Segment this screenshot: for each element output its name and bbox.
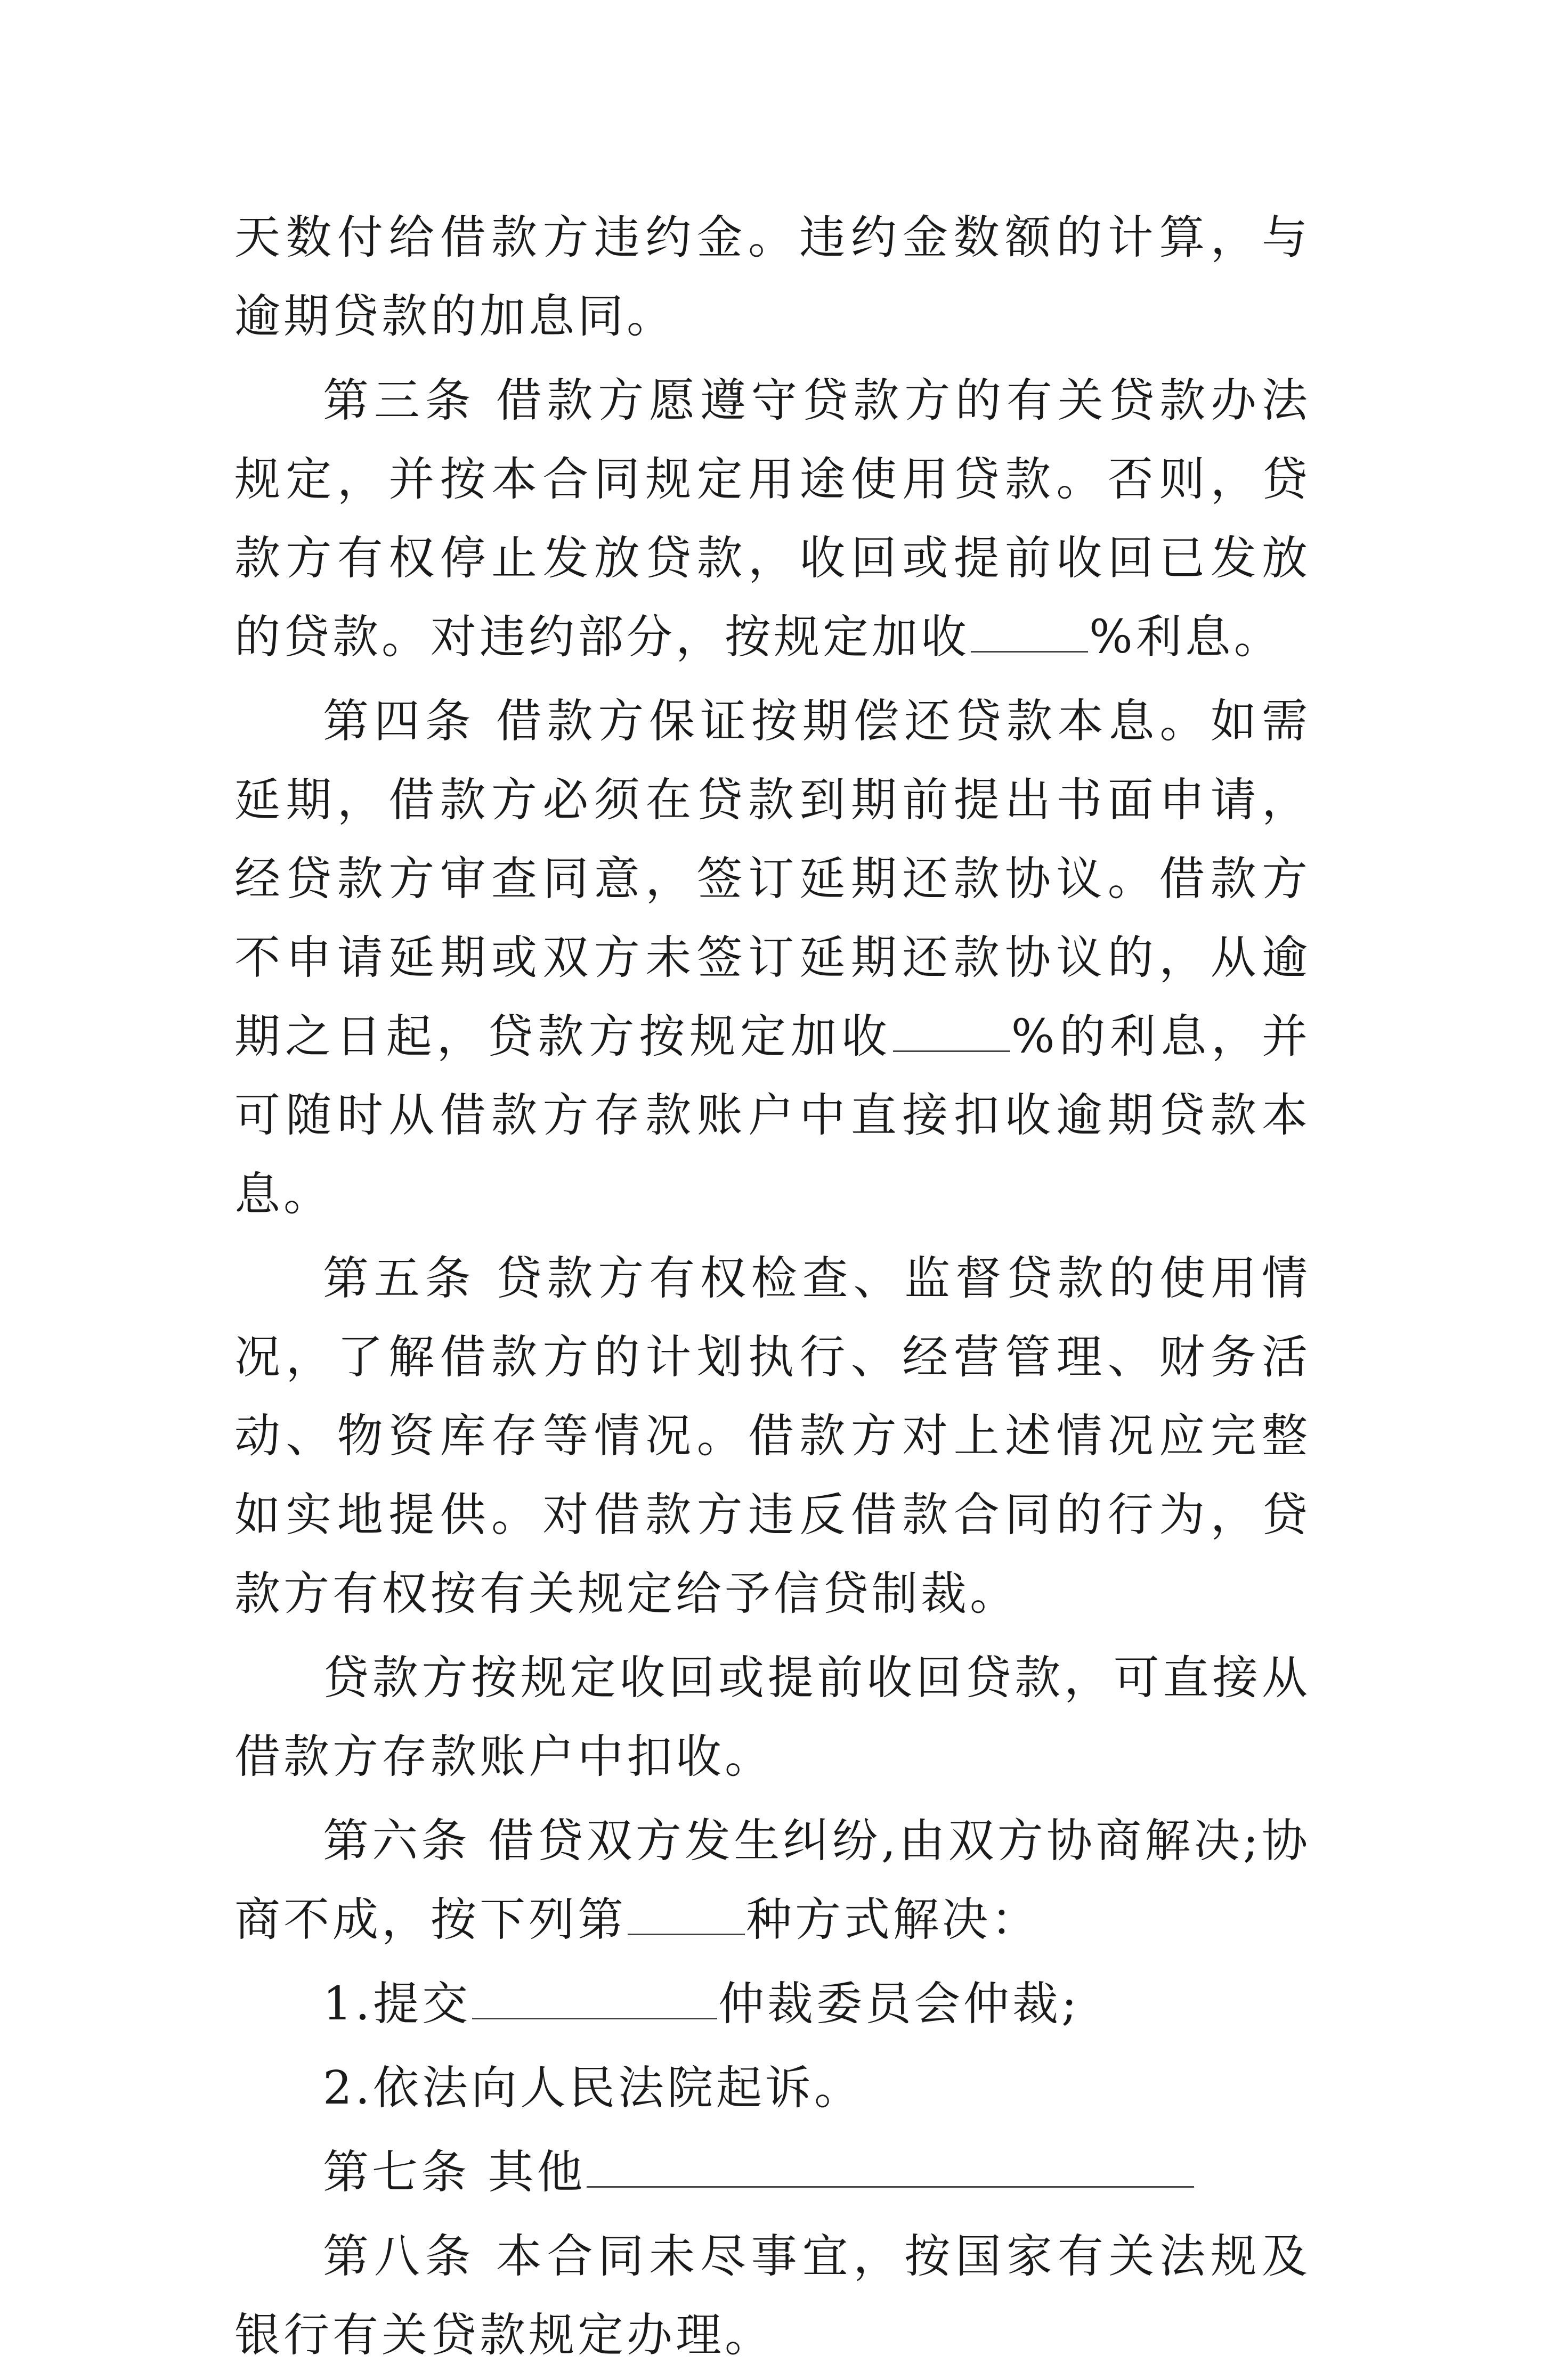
paragraph-text: 贷款方按规定收回或提前收回贷款，可直接从借款方存款账户中扣收。 [234, 1651, 1311, 1783]
paragraph-article-6 [234, 1802, 1311, 1959]
paragraph-text: 第三条 借款方愿遵守贷款方的有关贷款办法规定，并按本合同规定用途使用贷款。否则，贷款方有权停止发放贷款，收回或提前收回已发放的贷款。对违约部分，按规定加收 [234, 374, 1311, 664]
blank-line-overdue-rate [893, 1009, 1010, 1052]
paragraph-text: 第六条 借贷双方发生纠纷,由双方协商解决;协商不成，按下列第 [234, 1814, 1311, 1946]
blank-line-interest-rate [971, 609, 1088, 653]
list-item-text: 2.依法向人民法院起诉。 [323, 2061, 864, 2115]
blank-line-arbitration-committee [472, 1976, 717, 2019]
paragraph-penalty-continuation [234, 198, 1311, 356]
paragraph-text: 第八条 本合同未尽事宜，按国家有关法规及银行有关贷款规定办理。 [234, 2230, 1311, 2362]
blank-line-other [587, 2145, 1194, 2188]
paragraph-text: 第五条 贷款方有权检查、监督贷款的使用情况，了解借款方的计划执行、经营管理、财务活动、物资库存等情况。借款方对上述情况应完整如实地提供。对借款方违反借款合同的行为，贷款方有权按有关规定给予信贷制裁。 [234, 1252, 1311, 1620]
paragraph-text: 第四条 借款方保证按期偿还贷款本息。如需延期，借款方必须在贷款到期前提出书面申请，经贷款方审查同意，签订延期还款协议。借款方不申请延期或双方未签订延期还款协议的，从逾期之日起，贷款方按规定加收 [234, 695, 1311, 1063]
paragraph-text-tail: %的利息，并可随时从借款方存款账户中直接扣收逾期贷款本息。 [234, 1010, 1311, 1221]
paragraph-deduction [234, 1639, 1311, 1796]
paragraph-text-tail: 种方式解决： [746, 1893, 1040, 1946]
document-body [234, 198, 1311, 2380]
paragraph-article-7 [234, 2133, 1311, 2212]
paragraph-text: 第七条 其他 [323, 2146, 586, 2199]
paragraph-article-5 [234, 1239, 1311, 1633]
paragraph-text-tail: %利息。 [1089, 610, 1283, 664]
blank-line-method-number [628, 1892, 745, 1935]
list-item-lawsuit [234, 2049, 1311, 2128]
list-item-arbitration [234, 1965, 1311, 2043]
paragraph-article-8 [234, 2217, 1311, 2375]
list-item-text: 1.提交 [323, 1977, 472, 2031]
paragraph-text: 天数付给借款方违约金。违约金数额的计算，与逾期贷款的加息同。 [234, 211, 1311, 343]
paragraph-article-4 [234, 682, 1311, 1234]
list-item-text-tail: 仲裁委员会仲裁; [718, 1977, 1081, 2031]
paragraph-article-3 [234, 361, 1311, 676]
